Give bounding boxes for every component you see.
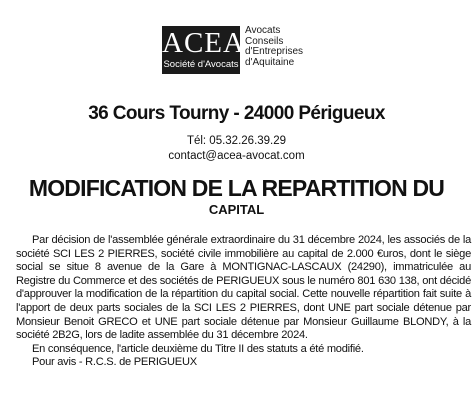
firm-address: 36 Cours Tourny - 24000 Périgueux: [88, 103, 385, 124]
email-address: contact@acea-avocat.com: [168, 150, 305, 162]
notice-title: MODIFICATION DE LA REPARTITION DU: [28, 175, 445, 201]
contact-block: [0, 134, 473, 164]
phone-number: Tél: 05.32.26.39.29: [186, 135, 287, 147]
tagline-line: d'Entreprises: [245, 46, 304, 57]
tagline-line: Avocats: [245, 25, 281, 36]
tagline-line: Conseils: [245, 35, 284, 47]
notice-paragraph: Par décision de l'assemblée générale extraordinaire du 31 décembre 2024, les associés de la société SCI LES 2 PIERRES, société civile immobilière au capital de 2.000 €uros, dont le siège social se situe 8 avenue de la Gare à MONTIGNAC-LASCAUX (24290), immatriculée au Registre du Commerce et des sociétés de PERIGUEUX sous le numéro 801 630 138, ont décidé d'approuver la modification de la répartition du capital social. Cette nouvelle répartition fait suite à l'apport de deux parts sociales de la SCI LES 2 PIERRES, dont UNE part sociale détenue par Monsieur Benoit GRECO et UNE part sociale détenue par Monsieur Guillaume BLONDY, à la société 2B2G, lors de ladite assemblée du 31 décembre 2024.: [16, 234, 471, 342]
acea-logo: [162, 26, 245, 74]
notice-subtitle: CAPITAL: [208, 202, 265, 217]
notice-body: [16, 234, 471, 370]
logo-subtitle: Société d'Avocats: [163, 59, 239, 70]
tagline-line: d'Aquitaine: [245, 56, 295, 68]
notice-consequence: En conséquence, l'article deuxième du Titre II des statuts a été modifié.: [32, 342, 364, 355]
notice-closing: Pour avis - R.C.S. de PERIGUEUX: [32, 356, 197, 369]
firm-tagline: [245, 26, 303, 68]
logo-wordmark: ACEA: [162, 27, 245, 59]
